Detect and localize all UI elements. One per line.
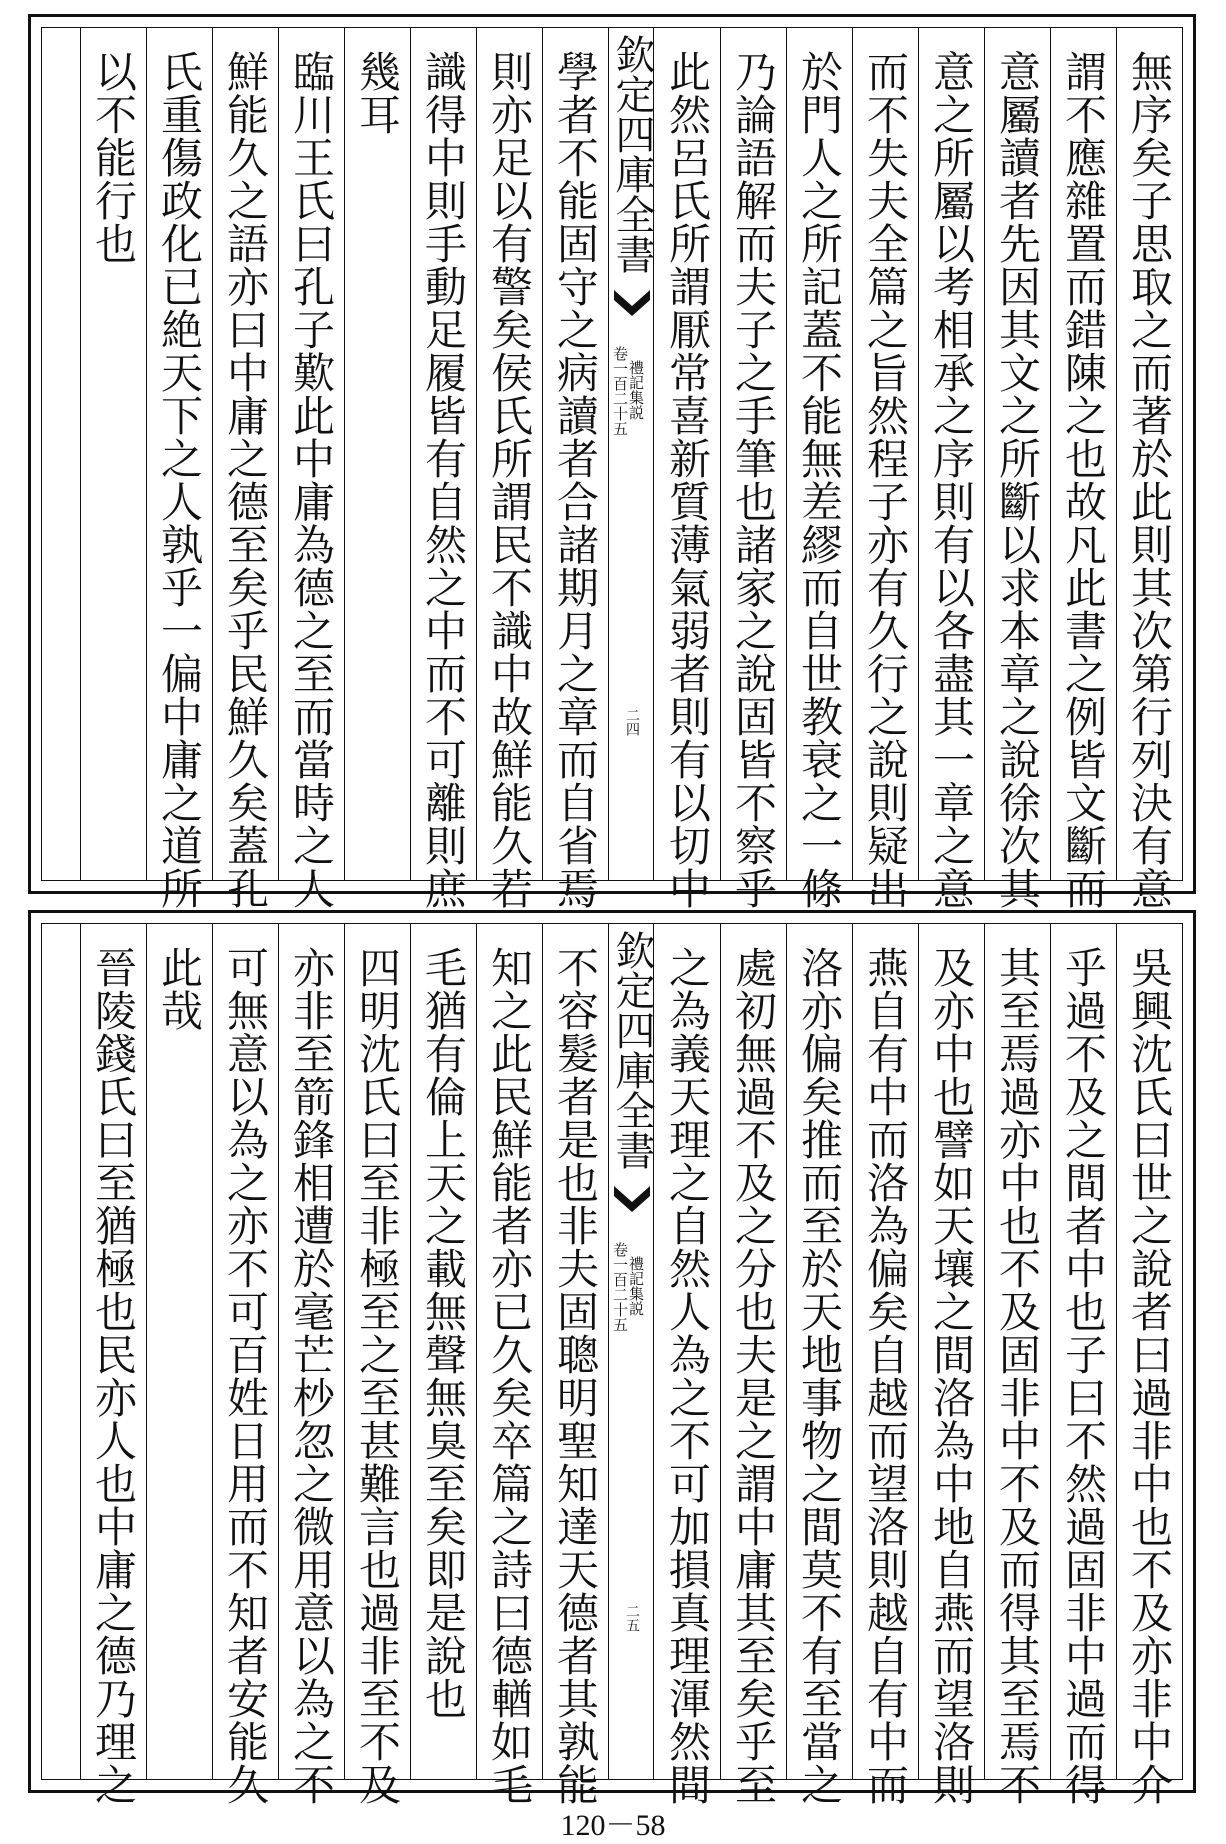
center-gutter bbox=[608, 28, 654, 880]
text-column bbox=[344, 924, 410, 1806]
fish-tail-icon bbox=[614, 1182, 650, 1222]
page-top bbox=[28, 14, 1196, 910]
column-text: 及亦中也譬如天壤之間洛為中地自燕而望洛則 bbox=[927, 946, 976, 1806]
column-text: 於門人之所記蓋不能無差繆而自世教衰之一條 bbox=[795, 50, 844, 910]
column-text: 意之所屬以考相承之序則有以各盡其一章之意 bbox=[927, 50, 976, 910]
column-rule bbox=[786, 28, 787, 880]
column-text: 而不失夫全篇之旨然程子亦有久行之說則疑出 bbox=[861, 50, 910, 910]
text-column bbox=[80, 924, 146, 1806]
column-text: 可無意以為之亦不可百姓日用而不知者安能久 bbox=[221, 946, 270, 1806]
column-rule bbox=[720, 28, 721, 880]
column-text: 識得中則手動足履皆有自然之中而不可離則庶 bbox=[419, 50, 468, 910]
column-text: 毛猶有倫上天之載無聲無臭至矣即是說也 bbox=[419, 946, 468, 1720]
column-text: 處初無過不及之分也夫是之謂中庸其至矣乎至 bbox=[729, 946, 778, 1806]
column-rule bbox=[80, 28, 81, 880]
page-frame bbox=[41, 27, 1183, 910]
column-text: 意屬讀者先因其文之所斷以求本章之說徐次其 bbox=[993, 50, 1042, 910]
text-column bbox=[654, 28, 720, 910]
column-rule bbox=[278, 924, 279, 1779]
text-column bbox=[720, 924, 786, 1806]
page-number: 120－58 bbox=[560, 1809, 666, 1842]
book-title: 欽定四庫全書 bbox=[609, 34, 655, 274]
column-text: 之為義天理之自然人為之不可加損真理渾然間 bbox=[663, 946, 712, 1806]
column-text: 四明沈氏曰至非極至之至甚難言也過非至不及 bbox=[353, 946, 402, 1806]
column-rule bbox=[146, 28, 147, 880]
text-column bbox=[1050, 924, 1116, 1806]
book-title: 欽定四庫全書 bbox=[609, 930, 655, 1170]
text-column bbox=[542, 28, 608, 910]
text-column bbox=[410, 924, 476, 1779]
column-text: 不容髮者是也非夫固聰明聖知達天德者其孰能 bbox=[551, 946, 600, 1806]
page-frame bbox=[41, 923, 1183, 1806]
text-column bbox=[344, 28, 410, 880]
column-text: 鮮能久之語亦曰中庸之德至矣乎民鮮久矣蓋孔 bbox=[221, 50, 270, 910]
column-text: 無序矣子思取之而著於此則其次第行列決有意 bbox=[1125, 50, 1174, 910]
text-column bbox=[1116, 28, 1182, 910]
column-rule bbox=[720, 924, 721, 1779]
column-text: 學者不能固守之病讀者合諸期月之章而自省焉 bbox=[551, 50, 600, 910]
column-rule bbox=[278, 28, 279, 880]
column-rule bbox=[146, 924, 147, 1779]
column-rule bbox=[80, 924, 81, 1779]
text-column bbox=[146, 28, 212, 910]
text-column bbox=[212, 28, 278, 910]
column-rule bbox=[344, 924, 345, 1779]
column-rule bbox=[1116, 924, 1117, 1779]
column-rule bbox=[542, 28, 543, 880]
text-column bbox=[1050, 28, 1116, 910]
column-rule bbox=[984, 924, 985, 1779]
column-text: 亦非至箭鋒相遭於毫芒杪忽之微用意以為之不 bbox=[287, 946, 336, 1806]
text-column bbox=[212, 924, 278, 1806]
column-text: 此然呂氏所謂厭常喜新質薄氣弱者則有以切中 bbox=[663, 50, 712, 910]
column-text: 知之此民鮮能者亦已久矣卒篇之詩曰德輶如毛 bbox=[485, 946, 534, 1806]
text-column bbox=[278, 28, 344, 910]
text-column bbox=[654, 924, 720, 1806]
text-column bbox=[1116, 924, 1182, 1806]
fish-tail-icon bbox=[614, 286, 650, 326]
center-gutter bbox=[608, 924, 654, 1779]
folio-number: 二五 bbox=[624, 1604, 640, 1632]
column-text: 謂不應雜置而錯陳之也故凡此書之例皆文斷而 bbox=[1059, 50, 1108, 910]
column-rule bbox=[918, 924, 919, 1779]
text-column bbox=[852, 924, 918, 1806]
volume-label: 卷一百二十五 bbox=[611, 1242, 629, 1332]
text-column bbox=[984, 924, 1050, 1806]
text-column bbox=[410, 28, 476, 910]
column-text: 吳興沈氏曰世之說者曰過非中也不及亦非中介 bbox=[1125, 946, 1174, 1806]
column-rule bbox=[410, 28, 411, 880]
text-column bbox=[852, 28, 918, 910]
column-text: 以不能行也 bbox=[89, 50, 138, 265]
column-rule bbox=[1050, 924, 1051, 1779]
text-column bbox=[80, 28, 146, 880]
column-rule bbox=[918, 28, 919, 880]
column-text: 洛亦偏矣推而至於天地事物之間莫不有至當之 bbox=[795, 946, 844, 1806]
text-column bbox=[278, 924, 344, 1806]
text-column bbox=[918, 28, 984, 910]
text-column bbox=[786, 28, 852, 910]
page-bottom bbox=[28, 910, 1196, 1806]
column-rule bbox=[212, 28, 213, 880]
column-rule bbox=[542, 924, 543, 1779]
column-text: 晉陵錢氏曰至猶極也民亦人也中庸之德乃理之 bbox=[89, 946, 138, 1806]
column-rule bbox=[786, 924, 787, 1779]
column-text: 乎過不及之間者中也子曰不然過固非中過而得 bbox=[1059, 946, 1108, 1806]
column-rule bbox=[476, 924, 477, 1779]
column-rule bbox=[984, 28, 985, 880]
column-text: 臨川王氏曰孔子歎此中庸為德之至而當時之人 bbox=[287, 50, 336, 910]
column-rule bbox=[852, 28, 853, 880]
column-text: 其至焉過亦中也不及固非中不及而得其至焉不 bbox=[993, 946, 1042, 1806]
book-subtitle: 禮記集説 bbox=[627, 1256, 645, 1316]
text-column bbox=[984, 28, 1050, 910]
column-rule bbox=[852, 924, 853, 1779]
text-column bbox=[476, 924, 542, 1806]
column-text: 燕自有中而洛為偏矣自越而望洛則越自有中而 bbox=[861, 946, 910, 1806]
column-text: 乃論語解而夫子之手筆也諸家之說固皆不察乎 bbox=[729, 50, 778, 910]
column-text: 氏重傷政化已絶天下之人孰乎一偏中庸之道所 bbox=[155, 50, 204, 910]
text-column bbox=[542, 924, 608, 1806]
text-column bbox=[786, 924, 852, 1806]
volume-label: 卷一百二十五 bbox=[611, 346, 629, 436]
column-text: 此哉 bbox=[155, 946, 204, 1032]
text-column bbox=[720, 28, 786, 910]
column-text: 幾耳 bbox=[353, 50, 402, 136]
column-rule bbox=[476, 28, 477, 880]
column-rule bbox=[212, 924, 213, 1779]
column-rule bbox=[1116, 28, 1117, 880]
text-column bbox=[918, 924, 984, 1806]
column-rule bbox=[1050, 28, 1051, 880]
text-column bbox=[146, 924, 212, 1779]
column-rule bbox=[410, 924, 411, 1779]
folio-number: 二四 bbox=[624, 708, 640, 736]
column-text: 則亦足以有警矣侯氏所謂民不識中故鮮能久若 bbox=[485, 50, 534, 910]
column-rule bbox=[344, 28, 345, 880]
text-column bbox=[476, 28, 542, 910]
book-subtitle: 禮記集説 bbox=[627, 360, 645, 420]
